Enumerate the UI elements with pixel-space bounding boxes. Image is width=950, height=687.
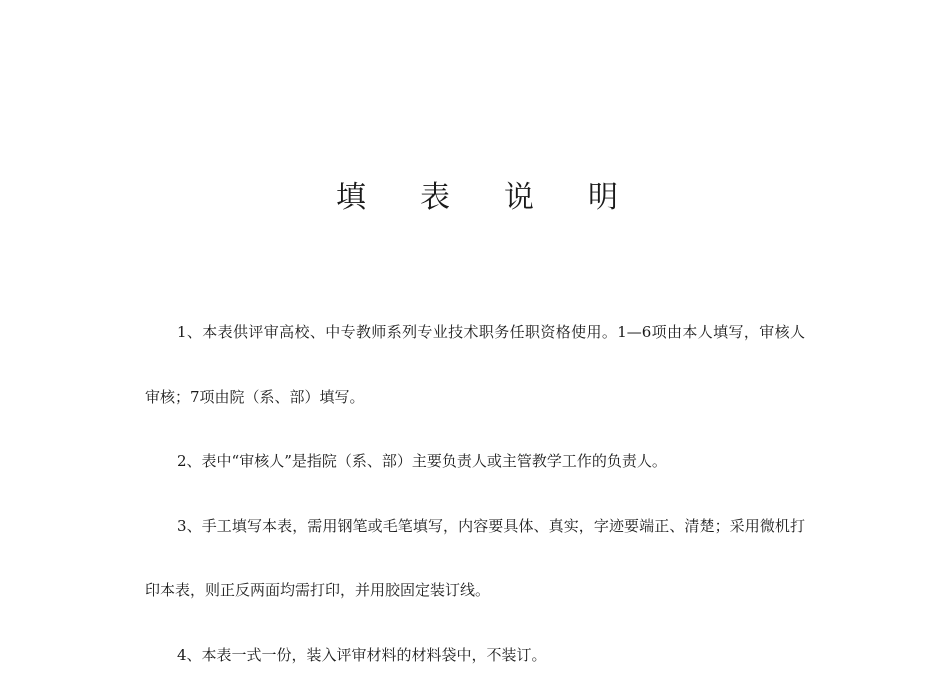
page-title <box>0 178 950 218</box>
instruction-item-4: 4、本表一式一份，装入评审材料的材料袋中，不装订。 <box>145 623 805 687</box>
title-char: 说 <box>504 178 534 218</box>
title-char: 明 <box>588 178 618 218</box>
title-char: 填 <box>336 178 366 218</box>
instruction-item-1: 1、本表供评审高校、中专教师系列专业技术职务任职资格使用。1—6项由本人填写，审核人审核；7项由院（系、部）填写。 <box>145 300 805 429</box>
title-char: 表 <box>420 178 450 218</box>
instruction-list <box>145 300 805 687</box>
instruction-item-3: 3、手工填写本表，需用钢笔或毛笔填写，内容要具体、真实，字迹要端正、清楚；采用微机打印本表，则正反两面均需打印，并用胶固定装订线。 <box>145 494 805 623</box>
instruction-item-2: 2、表中“审核人”是指院（系、部）主要负责人或主管教学工作的负责人。 <box>145 429 805 494</box>
